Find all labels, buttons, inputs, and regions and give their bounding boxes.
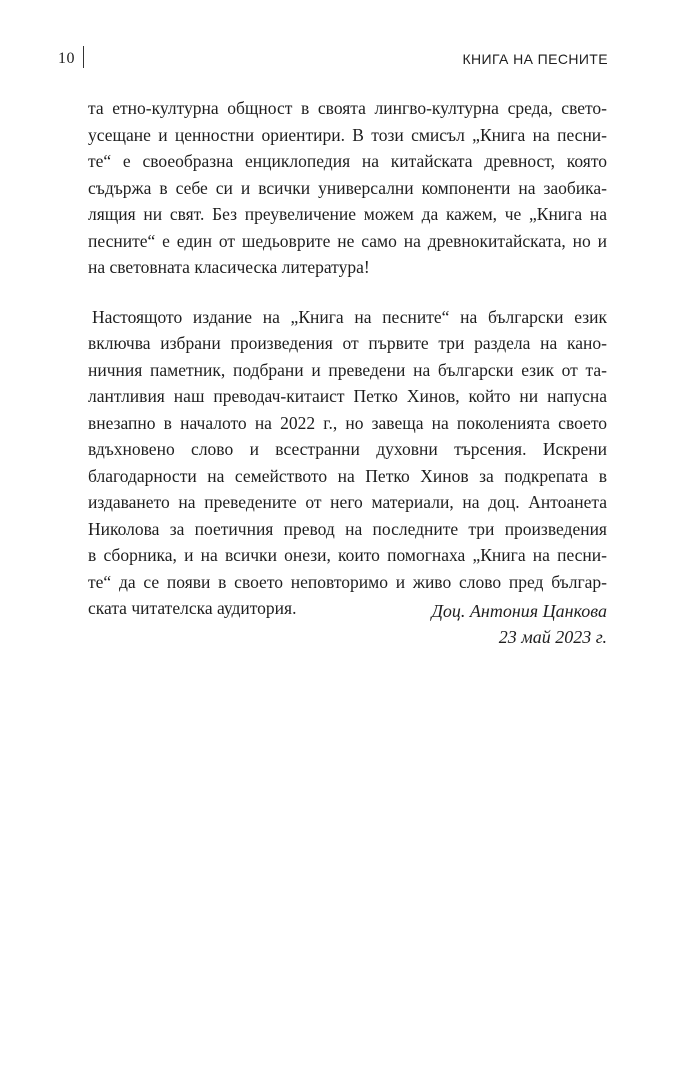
text-line: издаването на преведените от него материали, на доц. Антоанета: [88, 492, 607, 512]
text-line: внезапно в началото на 2022 г., но завеща на поколенията своето: [88, 412, 607, 433]
text-line: в сборника, и на всички онези, които помогнаха „Книга на песни-: [88, 545, 607, 565]
page-number: 10: [58, 50, 75, 67]
text-line: съдържа в себе си и всички универсални компоненти на заобика-: [88, 177, 607, 198]
paragraph-2: [88, 304, 607, 622]
signature-date: 23 май 2023 г.: [498, 627, 607, 647]
text-line: ската читателска аудитория.: [88, 598, 297, 618]
running-title: КНИГА НА ПЕСНИТЕ: [462, 51, 608, 67]
header-divider: [83, 46, 84, 68]
text-line: вдъхновено слово и всестранни духовни търсения. Искрени: [88, 439, 607, 459]
text-line: на световната класическа литература!: [88, 257, 370, 277]
text-line: усещане и ценностни ориентири. В този смисъл „Книга на песни-: [88, 124, 607, 145]
text-line: лантливия наш преводач-китаист Петко Хинов, който ни напусна: [88, 386, 607, 406]
text-line: те“ да се появи в своето неповторимо и живо слово пред българ-: [88, 571, 607, 592]
text-line: та етно-културна общност в своята лингво-културна среда, свето-: [88, 98, 607, 118]
text-line: включва избрани произведения от първите три раздела на кано-: [88, 333, 607, 353]
paragraph-1: [88, 95, 607, 281]
text-line: песните“ е един от шедьоврите не само на древнокитайската, но и: [88, 230, 607, 251]
body-text: [88, 95, 607, 622]
signature-author: Доц. Антония Цанкова: [431, 601, 607, 621]
text-line: Настоящото издание на „Книга на песните“ на български език: [92, 306, 607, 327]
text-line: ничния паметник, подбрани и преведени на български език от та-: [88, 359, 607, 380]
text-line: Николова за поетичния превод на последните три произведения: [88, 518, 607, 539]
text-line: благодарности на семейството на Петко Хинов за подкрепата в: [88, 465, 607, 486]
text-line: лящия ни свят. Без преувеличение можем да кажем, че „Книга на: [88, 204, 607, 224]
signature-block: [431, 598, 607, 650]
text-line: те“ е своеобразна енциклопедия на китайската древност, която: [88, 151, 607, 171]
running-header: [58, 46, 608, 70]
